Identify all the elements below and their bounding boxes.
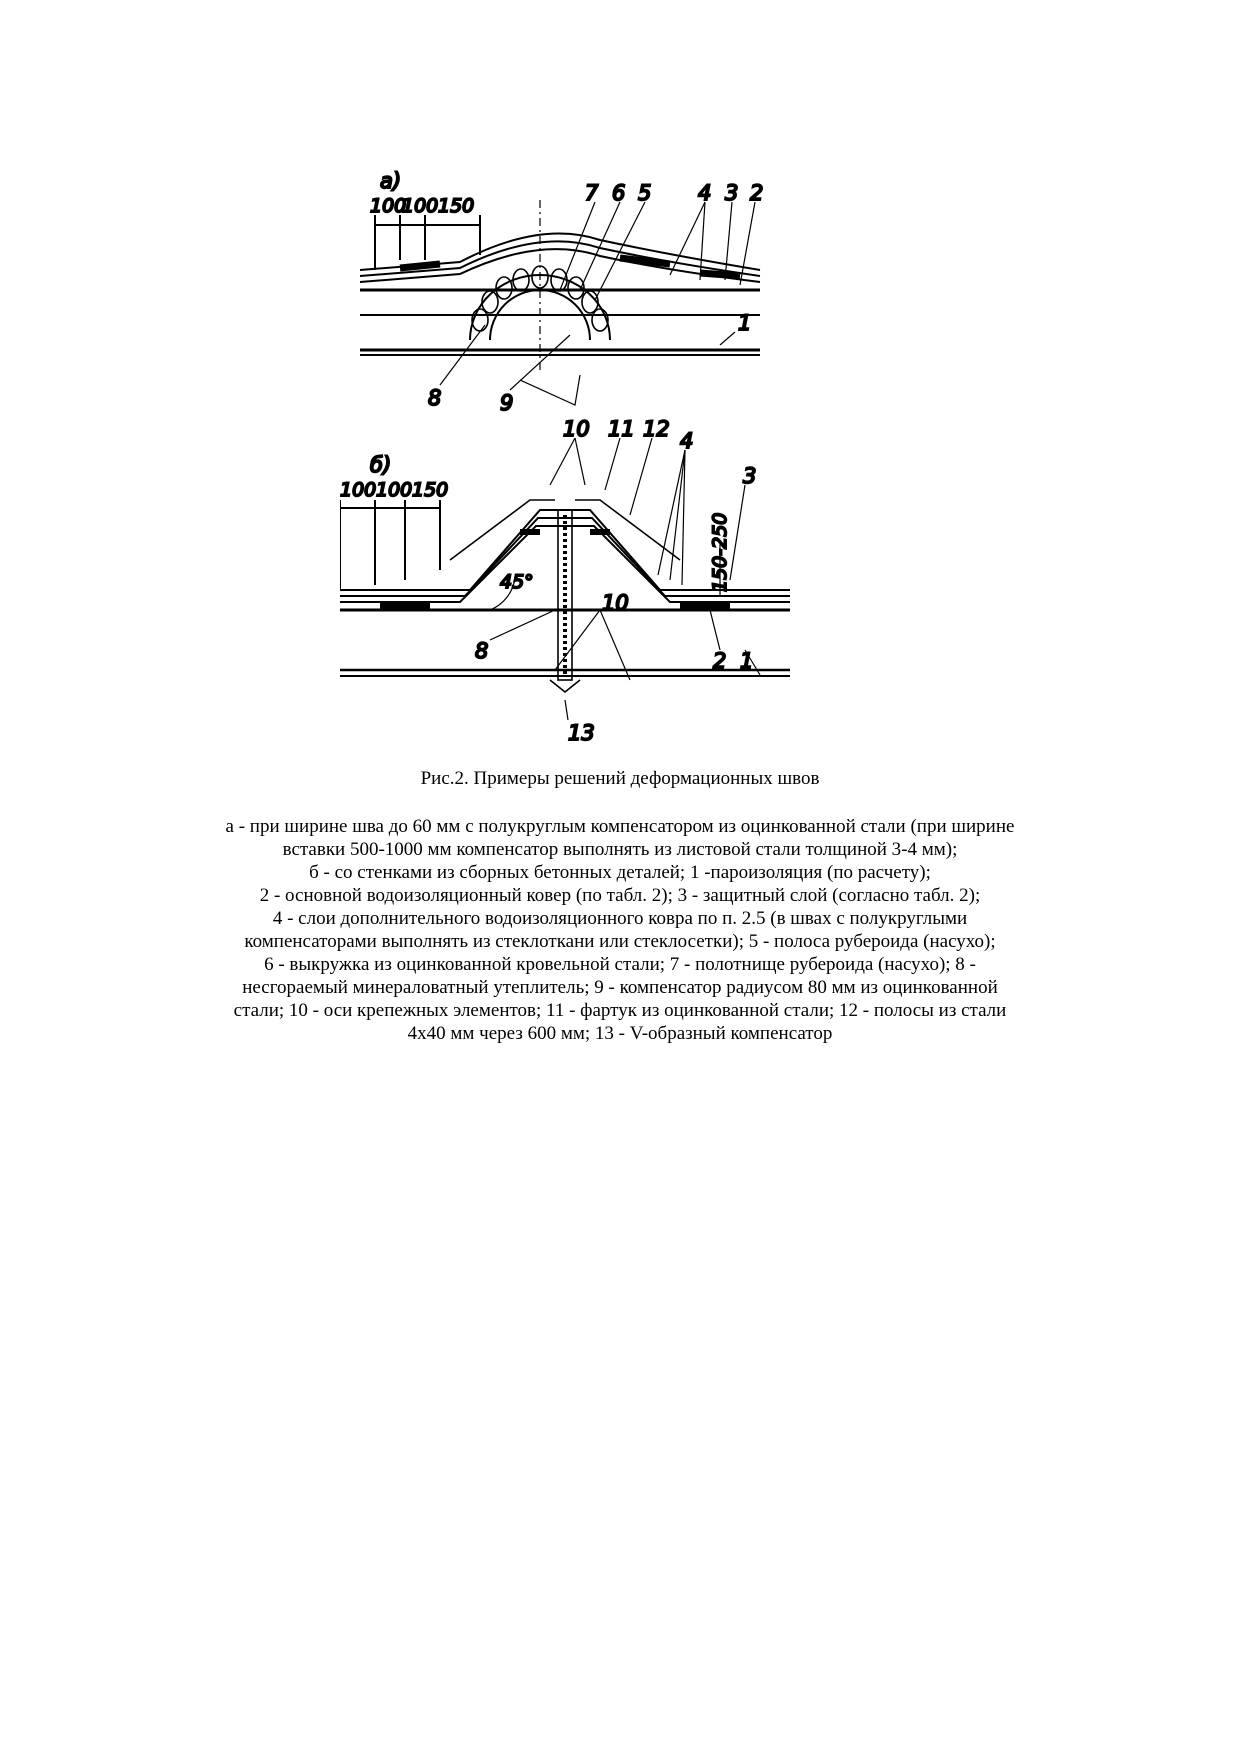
part-a-callout-2: 2 [750,181,764,205]
part-b-label: б) [370,453,392,477]
part-b-vertical-dim: 150-250 [709,512,731,592]
part-b-callout-2: 2 [713,649,727,673]
part-a-callout-4: 4 [698,181,712,205]
part-b-callout-12: 12 [643,417,670,441]
legend-line: 4 - слои дополнительного водоизоляционного ковра по п. 2.5 (в швах с полукруглыми [272,908,968,929]
part-a-callout-5: 5 [638,181,652,205]
part-b-callout-8: 8 [475,639,489,663]
part-b-callout-3: 3 [743,464,757,488]
legend-line: компенсаторами выполнять из стеклоткани или стеклосетки); 5 - полоса рубероида (насухо); [244,931,996,952]
part-b-callout-11: 11 [608,417,635,441]
part-a-callout-6: 6 [612,181,626,205]
part-b-callout-10-top: 10 [563,417,590,441]
part-a-callout-8: 8 [428,386,442,410]
part-b-drawing [340,417,790,745]
part-b-callout-4: 4 [680,429,694,453]
part-a-callout-1: 1 [738,311,752,335]
part-b-angle: 45° [500,571,534,593]
part-b-dim-3: 150 [412,479,449,501]
legend-line: а - при ширине шва до 60 мм с полукруглым компенсатором из оцинкованной стали (при ширине [225,816,1015,837]
legend-line: вставки 500-1000 мм компенсатор выполнять из листовой стали толщиной 3-4 мм); [282,839,958,860]
figure-legend [150,815,1090,1045]
part-a-drawing [360,169,763,415]
legend-line: несгораемый минераловатный утеплитель; 9 - компенсатор радиусом 80 мм из оцинкованной [242,977,998,998]
legend-line: стали; 10 - оси крепежных элементов; 11 - фартук из оцинкованной стали; 12 - полосы из стали [233,1000,1007,1021]
deformation-joint-figure [340,140,920,750]
part-b-dim-1: 100 [340,479,377,501]
part-a-dim-2: 100 [402,195,439,217]
part-a-callout-9: 9 [500,391,514,415]
part-b-callout-13: 13 [568,721,595,745]
part-b-dim-2: 100 [376,479,413,501]
legend-line: 6 - выкружка из оцинкованной кровельной стали; 7 - полотнище рубероида (насухо); 8 - [264,954,976,975]
figure-caption: Рис.2. Примеры решений деформационных швов [420,768,820,789]
part-a-dim-3: 150 [438,195,475,217]
figure-drawing [340,140,920,750]
part-a-callout-3: 3 [725,181,739,205]
legend-line: 2 - основной водоизоляционный ковер (по табл. 2); 3 - защитный слой (согласно табл. 2); [259,885,981,906]
part-b-callout-1: 1 [740,649,754,673]
legend-line: 4х40 мм через 600 мм; 13 - V-образный компенсатор [407,1023,833,1044]
part-b-callout-10-bottom: 10 [602,591,629,615]
legend-line: б - со стенками из сборных бетонных деталей; 1 -пароизоляция (по расчету); [309,862,931,883]
part-a-dim-1: 100 [370,195,407,217]
part-a-label: а) [380,169,402,193]
part-a-callout-7: 7 [585,181,599,205]
